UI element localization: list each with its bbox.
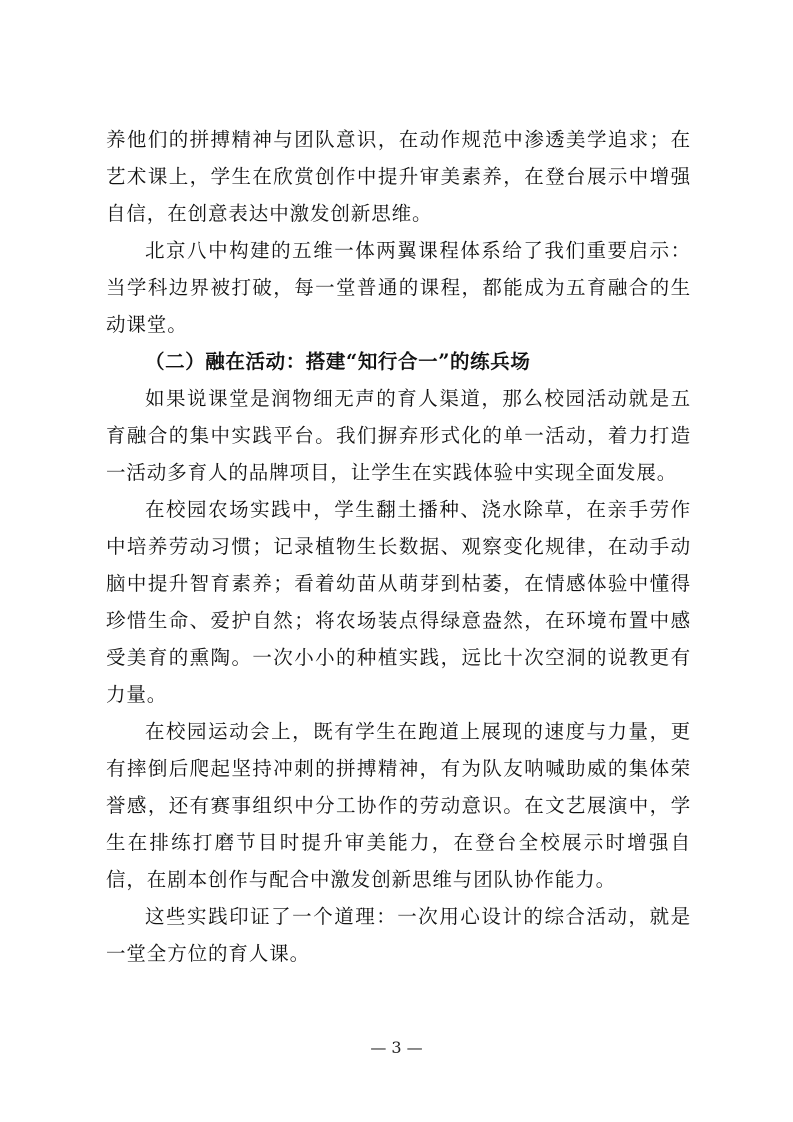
- paragraph: 在校园运动会上，既有学生在跑道上展现的速度与力量，更有摔倒后爬起坚持冲刺的拼搏精神，有为队友呐喊助威的集体荣誉感，还有赛事组织中分工协作的劳动意识。在文艺展演中，学生在排练打磨节目时提升审美能力，在登台全校展示时增强自信，在剧本创作与配合中激发创新思维与团队协作能力。: [106, 720, 691, 891]
- paragraph: 这些实践印证了一个道理：一次用心设计的综合活动，就是一堂全方位的育人课。: [106, 905, 691, 965]
- page-number: — 3 —: [370, 1038, 423, 1057]
- paragraph: 北京八中构建的五维一体两翼课程体系给了我们重要启示：当学科边界被打破，每一堂普通的课程，都能成为五育融合的生动课堂。: [106, 239, 691, 336]
- paragraph: 在校园农场实践中，学生翻土播种、浇水除草，在亲手劳作中培养劳动习惯；记录植物生长数据、观察变化规律，在动手动脑中提升智育素养；看着幼苗从萌芽到枯萎，在情感体验中懂得珍惜生命、爱护自然；将农场装点得绿意盎然，在环境布置中感受美育的熏陶。一次小小的种植实践，远比十次空洞的说教更有力量。: [106, 498, 691, 706]
- section-heading: （二）融在活动：搭建“知行合一”的练兵场: [145, 350, 531, 373]
- paragraph: 如果说课堂是润物细无声的育人渠道，那么校园活动就是五育融合的集中实践平台。我们摒弃形式化的单一活动，着力打造一活动多育人的品牌项目，让学生在实践体验中实现全面发展。: [106, 387, 691, 484]
- paragraph-continuation: 养他们的拼搏精神与团队意识，在动作规范中渗透美学追求；在艺术课上，学生在欣赏创作中提升审美素养，在登台展示中增强自信，在创意表达中激发创新思维。: [106, 128, 691, 225]
- document-body: [106, 121, 691, 972]
